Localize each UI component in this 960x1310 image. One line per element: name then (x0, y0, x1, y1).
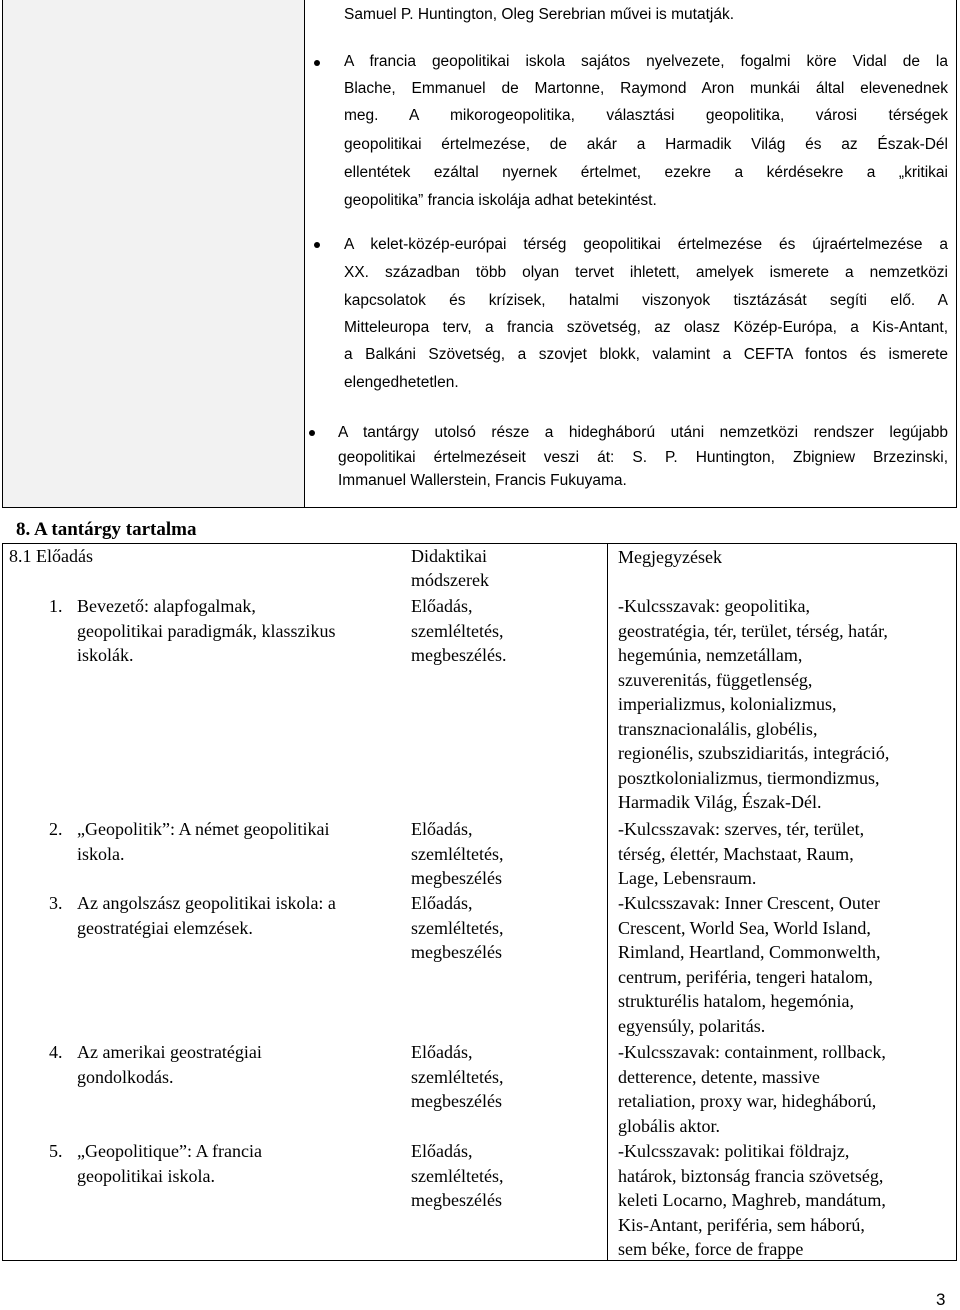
row-note: Crescent, World Sea, World Island, (618, 918, 871, 938)
header-notes: Megjegyzések (618, 547, 722, 567)
row-number: 2. (49, 819, 63, 839)
row-note: Kis-Antant, periféria, sem háború, (618, 1215, 865, 1235)
row-method: Előadás, (411, 893, 473, 913)
row-note: Rimland, Heartland, Commonwelth, (618, 942, 881, 962)
row-topic: „Geopolitik”: A német geopolitikai (77, 819, 330, 839)
row-method: szemléltetés, (411, 1067, 504, 1087)
row-note: strukturélis hatalom, hegemónia, (618, 991, 854, 1011)
bullet2-line: XX. században több olyan tervet ihletett, amelyek ismerete a nemzetközi (344, 264, 948, 281)
row-method: Előadás, (411, 1141, 473, 1161)
bullet1-line: meg. A mikorogeopolitika, választási geopolitika, városi térségek (344, 107, 948, 124)
header-methods-line2: módszerek (411, 570, 489, 590)
row-topic: gondolkodás. (77, 1067, 174, 1087)
row-topic: geopolitikai iskola. (77, 1166, 215, 1186)
row-note: Lage, Lebensraum. (618, 868, 757, 888)
row-topic: „Geopolitique”: A francia (77, 1141, 262, 1161)
bullet2-line: elengedhetetlen. (344, 374, 459, 391)
row-topic: Az angolszász geopolitikai iskola: a (77, 893, 336, 913)
row-note: sem béke, force de frappe (618, 1239, 804, 1259)
row-method: megbeszélés (411, 1091, 502, 1111)
row-note: keleti Locarno, Maghreb, mandátum, (618, 1190, 886, 1210)
bullet2-line: Mitteleuropa terv, a francia szövetség, az olasz Közép-Európa, a Kis-Antant, (344, 319, 948, 336)
row-note: hegemúnia, nemzetállam, (618, 645, 803, 665)
row-method: megbeszélés (411, 868, 502, 888)
bullet3-line: A tantárgy utolsó része a hidegháború utáni nemzetközi rendszer legújabb (338, 424, 948, 441)
row-method: szemléltetés, (411, 1166, 504, 1186)
table-divider (607, 543, 608, 1261)
row-note: imperializmus, kolonializmus, (618, 694, 837, 714)
header-methods-line1: Didaktikai (411, 546, 487, 566)
row-method: megbeszélés (411, 1190, 502, 1210)
objectives-label-column (3, 0, 305, 507)
row-topic: iskolák. (77, 645, 134, 665)
bullet-dot (314, 242, 320, 248)
row-note: szuverenitás, függetlenség, (618, 670, 813, 690)
row-method: Előadás, (411, 1042, 473, 1062)
row-number: 4. (49, 1042, 63, 1062)
row-number: 3. (49, 893, 63, 913)
row-note: -Kulcsszavak: politikai földrajz, (618, 1141, 850, 1161)
bullet2-line: kapcsolatok és krízisek, hatalmi viszonyok tisztázását segíti elő. A (344, 292, 948, 309)
row-method: Előadás, (411, 596, 473, 616)
row-topic: geopolitikai paradigmák, klasszikus (77, 621, 336, 641)
row-number: 1. (49, 596, 63, 616)
row-note: -Kulcsszavak: szerves, tér, terület, (618, 819, 865, 839)
bullet-dot (309, 430, 315, 436)
row-note: centrum, periféria, tengeri hatalom, (618, 967, 873, 987)
row-method: szemléltetés, (411, 844, 504, 864)
row-method: szemléltetés, (411, 621, 504, 641)
row-note: -Kulcsszavak: containment, rollback, (618, 1042, 886, 1062)
row-note: -Kulcsszavak: Inner Crescent, Outer (618, 893, 880, 913)
row-note: detterence, detente, massive (618, 1067, 820, 1087)
bullet1-line: Blache, Emmanuel de Martonne, Raymond Aron munkái által elevenednek (344, 80, 948, 97)
row-note: retaliation, proxy war, hidegháború, (618, 1091, 877, 1111)
row-method: szemléltetés, (411, 918, 504, 938)
row-note: Harmadik Világ, Észak-Dél. (618, 792, 822, 812)
bullet1-line: geopolitikai értelmezése, de akár a Harmadik Világ és az Észak-Dél (344, 136, 948, 153)
bullet2-line: a Balkáni Szövetség, a szovjet blokk, valamint a CEFTA fontos és ismerete (344, 346, 948, 363)
row-method: megbeszélés. (411, 645, 507, 665)
header-lecture: 8.1 Előadás (9, 546, 93, 566)
row-note: egyensúly, polaritás. (618, 1016, 766, 1036)
page-number: 3 (936, 1290, 946, 1309)
bullet-dot (314, 60, 320, 66)
row-note: globális aktor. (618, 1116, 720, 1136)
row-topic: geostratégiai elemzések. (77, 918, 253, 938)
row-note: regionélis, szubszidiaritás, integráció, (618, 743, 890, 763)
row-note: geostratégia, tér, terület, térség, határ, (618, 621, 888, 641)
row-method: megbeszélés (411, 942, 502, 962)
row-note: transznacionalális, globélis, (618, 719, 818, 739)
bullet1-line: ellentétek ezáltal nyernek értelmet, ezekre a kérdésekre a „kritikai (344, 164, 948, 181)
section-heading: 8. A tantárgy tartalma (16, 519, 197, 540)
row-note: -Kulcsszavak: geopolitika, (618, 596, 810, 616)
row-topic: iskola. (77, 844, 125, 864)
row-method: Előadás, (411, 819, 473, 839)
row-topic: Bevezető: alapfogalmak, (77, 596, 256, 616)
row-number: 5. (49, 1141, 63, 1161)
intro-line: Samuel P. Huntington, Oleg Serebrian művei is mutatják. (344, 6, 734, 23)
bullet2-line: A kelet-közép-európai térség geopolitikai értelmezése és újraértelmezése a (344, 236, 948, 253)
row-topic: Az amerikai geostratégiai (77, 1042, 262, 1062)
row-note: posztkolonializmus, tiermondizmus, (618, 768, 880, 788)
row-note: határok, biztonság francia szövetség, (618, 1166, 884, 1186)
bullet3-line: geopolitikai értelmezéseit veszi át: S. P. Huntington, Zbigniew Brzezinski, (338, 449, 948, 466)
bullet1-line: geopolitika” francia iskolája adhat betekintést. (344, 192, 657, 209)
row-note: térség, élettér, Machstaat, Raum, (618, 844, 854, 864)
bullet1-line: A francia geopolitikai iskola sajátos nyelvezete, fogalmi köre Vidal de la (344, 53, 948, 70)
bullet3-line: Immanuel Wallerstein, Francis Fukuyama. (338, 472, 627, 489)
